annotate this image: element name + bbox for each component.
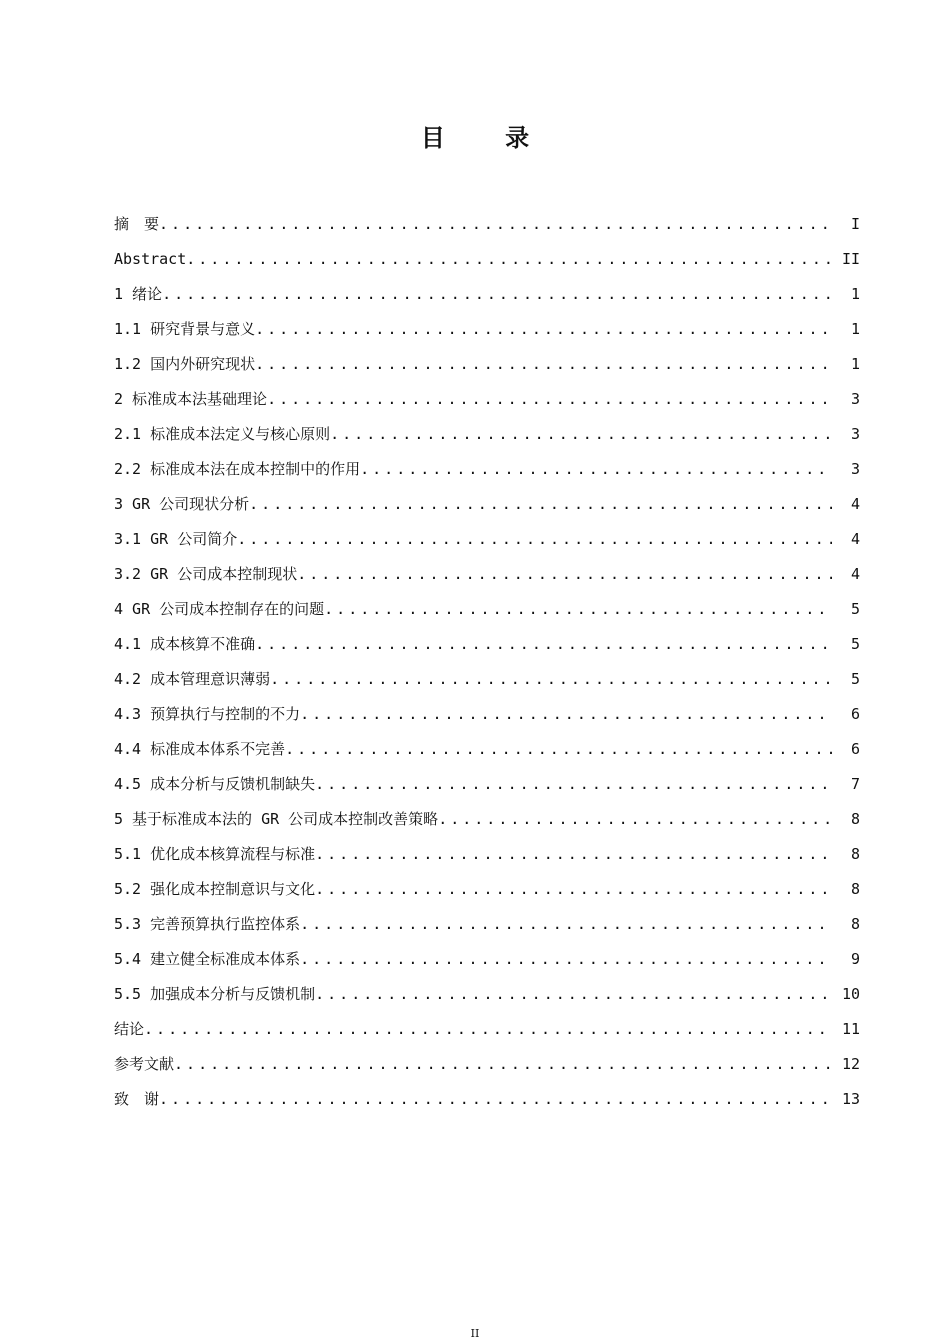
toc-entry-label: 3.1 GR 公司简介	[114, 530, 238, 548]
toc-leader-dots	[144, 1016, 832, 1042]
toc-entry-page: 12	[841, 1055, 860, 1073]
toc-entry-page: 3	[850, 425, 860, 443]
toc-leader-dots	[249, 491, 832, 517]
toc-leader-dots	[315, 771, 832, 797]
toc-leader-dots	[300, 946, 832, 972]
toc-entry-label: 5 基于标准成本法的 GR 公司成本控制改善策略	[114, 810, 439, 828]
toc-entry-label: 3.2 GR 公司成本控制现状	[114, 565, 298, 583]
toc-entry-page: I	[850, 215, 860, 233]
toc-entry[interactable]	[114, 946, 860, 981]
toc-entry[interactable]	[114, 981, 860, 1016]
toc-leader-dots	[162, 281, 832, 307]
toc-entry[interactable]	[114, 316, 860, 351]
toc-leader-dots	[255, 316, 832, 342]
toc-entry-page: 3	[850, 460, 860, 478]
toc-entry-page: 8	[850, 880, 860, 898]
toc-leader-dots	[159, 1086, 832, 1112]
toc-leader-dots	[255, 351, 832, 377]
table-of-contents	[114, 211, 860, 1121]
toc-leader-dots	[330, 421, 832, 447]
toc-entry-label: 5.3 完善预算执行监控体系	[114, 915, 301, 933]
toc-leader-dots	[186, 246, 832, 272]
toc-entry-page: 1	[850, 355, 860, 373]
toc-entry-label: 5.4 建立健全标准成本体系	[114, 950, 301, 968]
toc-entry-page: 4	[850, 565, 860, 583]
toc-entry-page: II	[841, 250, 860, 268]
toc-entry[interactable]	[114, 351, 860, 386]
toc-entry-label: 2.2 标准成本法在成本控制中的作用	[114, 460, 361, 478]
toc-entry-label: 4.2 成本管理意识薄弱	[114, 670, 271, 688]
toc-entry-label: 1.2 国内外研究现状	[114, 355, 256, 373]
toc-leader-dots	[267, 386, 832, 412]
toc-entry[interactable]	[114, 841, 860, 876]
toc-leader-dots	[174, 1051, 832, 1077]
toc-entry-page: 10	[841, 985, 860, 1003]
toc-entry-page: 6	[850, 705, 860, 723]
toc-entry-page: 13	[841, 1090, 860, 1108]
toc-entry[interactable]	[114, 561, 860, 596]
toc-entry[interactable]	[114, 1051, 860, 1086]
toc-entry[interactable]	[114, 456, 860, 491]
toc-leader-dots	[237, 526, 832, 552]
toc-entry[interactable]	[114, 876, 860, 911]
toc-entry[interactable]	[114, 666, 860, 701]
toc-leader-dots	[297, 561, 832, 587]
toc-entry[interactable]	[114, 736, 860, 771]
toc-leader-dots	[159, 211, 832, 237]
toc-entry-label: 5.1 优化成本核算流程与标准	[114, 845, 316, 863]
toc-entry[interactable]	[114, 701, 860, 736]
toc-entry-page: 4	[850, 530, 860, 548]
toc-entry-label: 2.1 标准成本法定义与核心原则	[114, 425, 331, 443]
toc-entry-label: 结论	[114, 1020, 145, 1038]
toc-entry-label: 4 GR 公司成本控制存在的问题	[114, 600, 325, 618]
toc-entry[interactable]	[114, 596, 860, 631]
toc-entry[interactable]	[114, 491, 860, 526]
toc-entry[interactable]	[114, 771, 860, 806]
toc-leader-dots	[360, 456, 832, 482]
toc-entry-page: 5	[850, 635, 860, 653]
toc-entry-page: 8	[850, 845, 860, 863]
toc-entry-label: 1 绪论	[114, 285, 163, 303]
toc-entry[interactable]	[114, 421, 860, 456]
toc-entry-label: 摘 要	[114, 215, 160, 233]
toc-entry-label: 1.1 研究背景与意义	[114, 320, 256, 338]
toc-entry-label: 4.4 标准成本体系不完善	[114, 740, 286, 758]
page-number: II	[470, 1327, 480, 1340]
toc-entry[interactable]	[114, 386, 860, 421]
toc-entry-label: 3 GR 公司现状分析	[114, 495, 250, 513]
toc-entry-page: 7	[850, 775, 860, 793]
toc-entry-page: 6	[850, 740, 860, 758]
toc-entry[interactable]	[114, 1016, 860, 1051]
toc-entry-page: 5	[850, 670, 860, 688]
page-title: 目 录	[420, 124, 556, 152]
toc-leader-dots	[270, 666, 832, 692]
toc-entry-page: 8	[850, 915, 860, 933]
toc-leader-dots	[285, 736, 832, 762]
toc-leader-dots	[438, 806, 832, 832]
toc-entry-page: 5	[850, 600, 860, 618]
toc-leader-dots	[255, 631, 832, 657]
toc-entry-page: 1	[850, 320, 860, 338]
toc-entry-label: 致 谢	[114, 1090, 160, 1108]
toc-entry[interactable]	[114, 281, 860, 316]
toc-entry-label: 4.5 成本分析与反馈机制缺失	[114, 775, 316, 793]
toc-leader-dots	[315, 841, 832, 867]
toc-entry-page: 9	[850, 950, 860, 968]
toc-entry-page: 1	[850, 285, 860, 303]
toc-entry-page: 4	[850, 495, 860, 513]
toc-entry-page: 3	[850, 390, 860, 408]
toc-leader-dots	[315, 981, 832, 1007]
toc-entry-label: 5.2 强化成本控制意识与文化	[114, 880, 316, 898]
toc-entry-page: 8	[850, 810, 860, 828]
toc-entry[interactable]	[114, 211, 860, 246]
toc-entry-label: 4.1 成本核算不准确	[114, 635, 256, 653]
toc-entry-label: 5.5 加强成本分析与反馈机制	[114, 985, 316, 1003]
toc-entry-label: 参考文献	[114, 1055, 175, 1073]
toc-entry-label: Abstract	[114, 250, 187, 268]
toc-entry[interactable]	[114, 1086, 860, 1121]
toc-entry-label: 4.3 预算执行与控制的不力	[114, 705, 301, 723]
toc-entry-page: 11	[841, 1020, 860, 1038]
toc-leader-dots	[315, 876, 832, 902]
toc-entry[interactable]	[114, 526, 860, 561]
toc-entry[interactable]	[114, 246, 860, 281]
toc-leader-dots	[300, 911, 832, 937]
toc-leader-dots	[324, 596, 832, 622]
toc-leader-dots	[300, 701, 832, 727]
toc-entry[interactable]	[114, 806, 860, 841]
toc-entry[interactable]	[114, 911, 860, 946]
toc-entry-label: 2 标准成本法基础理论	[114, 390, 268, 408]
toc-entry[interactable]	[114, 631, 860, 666]
